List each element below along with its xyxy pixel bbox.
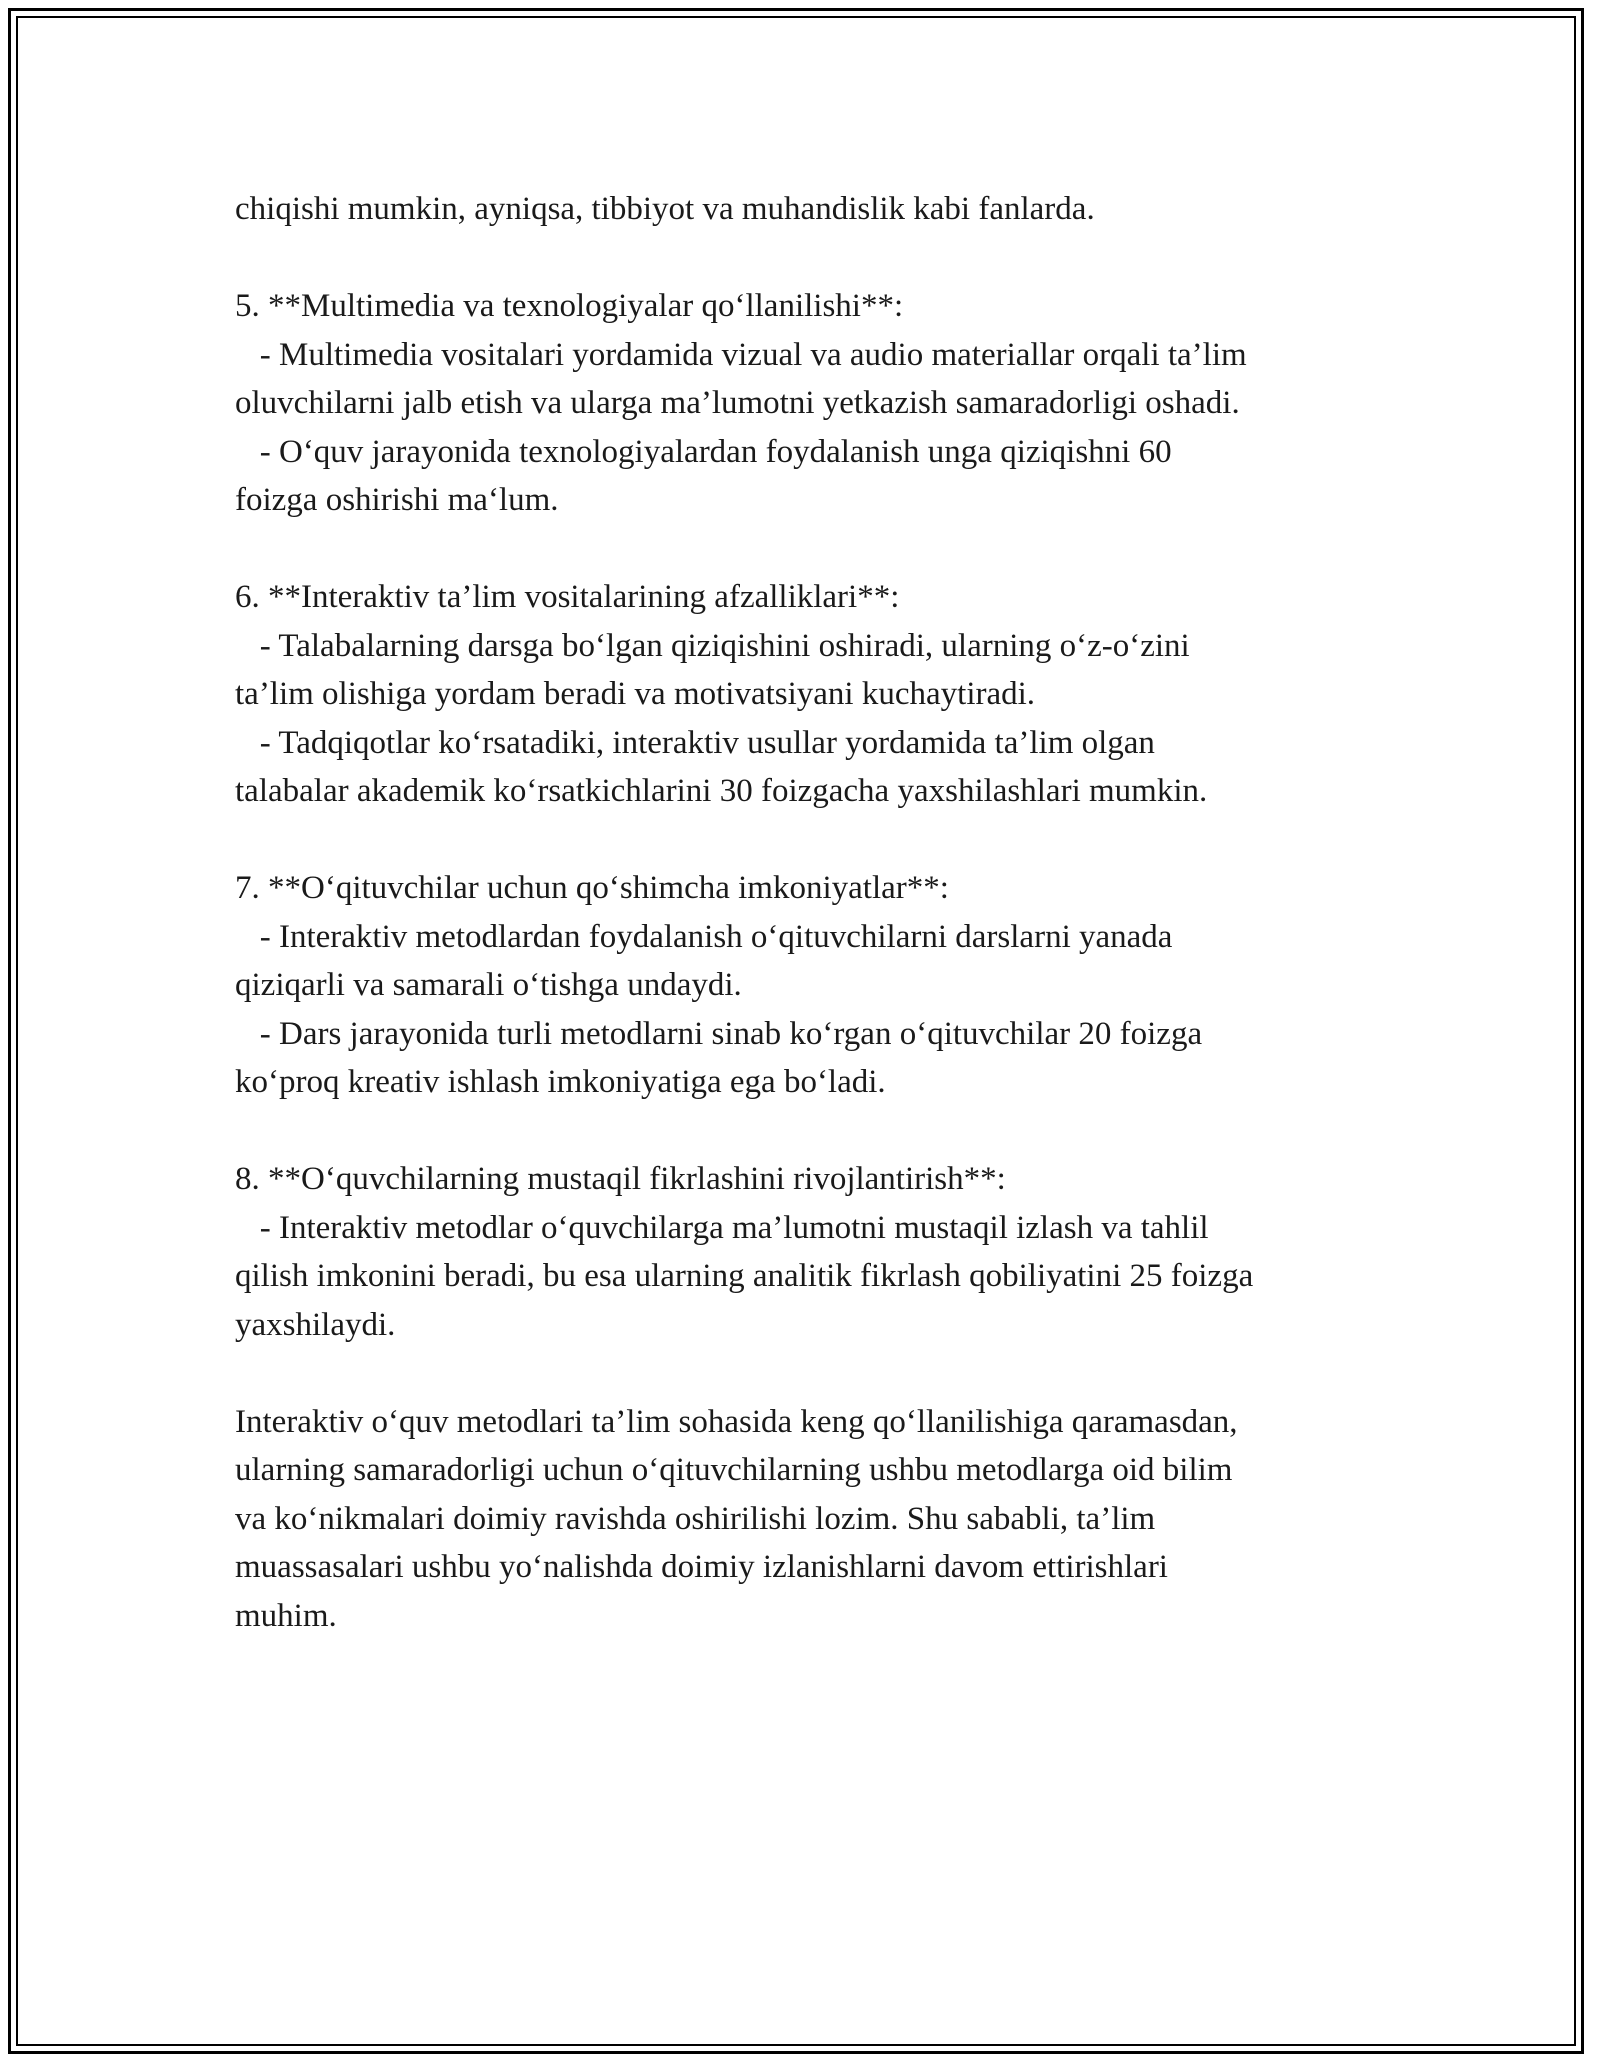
paragraph-point-5: 5. **Multimedia va texnologiyalar qo‘llanilishi**: - Multimedia vositalari yordamida vizual va audio materiallar orqali ta’lim oluvchilarni jalb etish va ularga ma’lumotni yetkazish samaradorligi oshadi. - O‘quv jarayonida texnologiyalardan foydalanish unga qiziqishni 60 foizga oshirishi ma‘lum.	[235, 288, 1247, 518]
paragraph-conclusion: Interaktiv o‘quv metodlari ta’lim sohasida keng qo‘llanilishiga qaramasdan, ularning samaradorligi uchun o‘qituvchilarning ushbu metodlarga oid bilim va ko‘nikmalari doimiy ravishda oshirilishi lozim. Shu sababli, ta’lim muassasalari ushbu yo‘nalishda doimiy izlanishlarni davom ettirishlari muhim.	[235, 1403, 1238, 1634]
paragraph-point-8: 8. **O‘quvchilarning mustaqil fikrlashini rivojlantirish**: - Interaktiv metodlar o‘quvchilarga ma’lumotni mustaqil izlash va tahlil qilish imkonini beradi, bu esa ularning analitik fikrlash qobiliyatini 25 foizga yaxshilaydi.	[235, 1161, 1254, 1343]
paragraph-intro-continuation: chiqishi mumkin, ayniqsa, tibbiyot va muhandislik kabi fanlarda.	[235, 191, 1095, 227]
paragraph-point-7: 7. **O‘qituvchilar uchun qo‘shimcha imkoniyatlar**: - Interaktiv metodlardan foydalanish o‘qituvchilarni darslarni yanada qiziqarli va samarali o‘tishga undaydi. - Dars jarayonida turli metodlarni sinab ko‘rgan o‘qituvchilar 20 foizga ko‘proq kreativ ishlash imkoniyatiga ega bo‘ladi.	[235, 870, 1203, 1100]
document-body	[235, 185, 1395, 1689]
paragraph-point-6: 6. **Interaktiv ta’lim vositalarining afzalliklari**: - Talabalarning darsga bo‘lgan qiziqishini oshiradi, ularning o‘z-o‘zini ta’lim olishiga yordam beradi va motivatsiyani kuchaytiradi. - Tadqiqotlar ko‘rsatadiki, interaktiv usullar yordamida ta’lim olgan talabalar akademik ko‘rsatkichlarini 30 foizgacha yaxshilashlari mumkin.	[235, 579, 1208, 809]
